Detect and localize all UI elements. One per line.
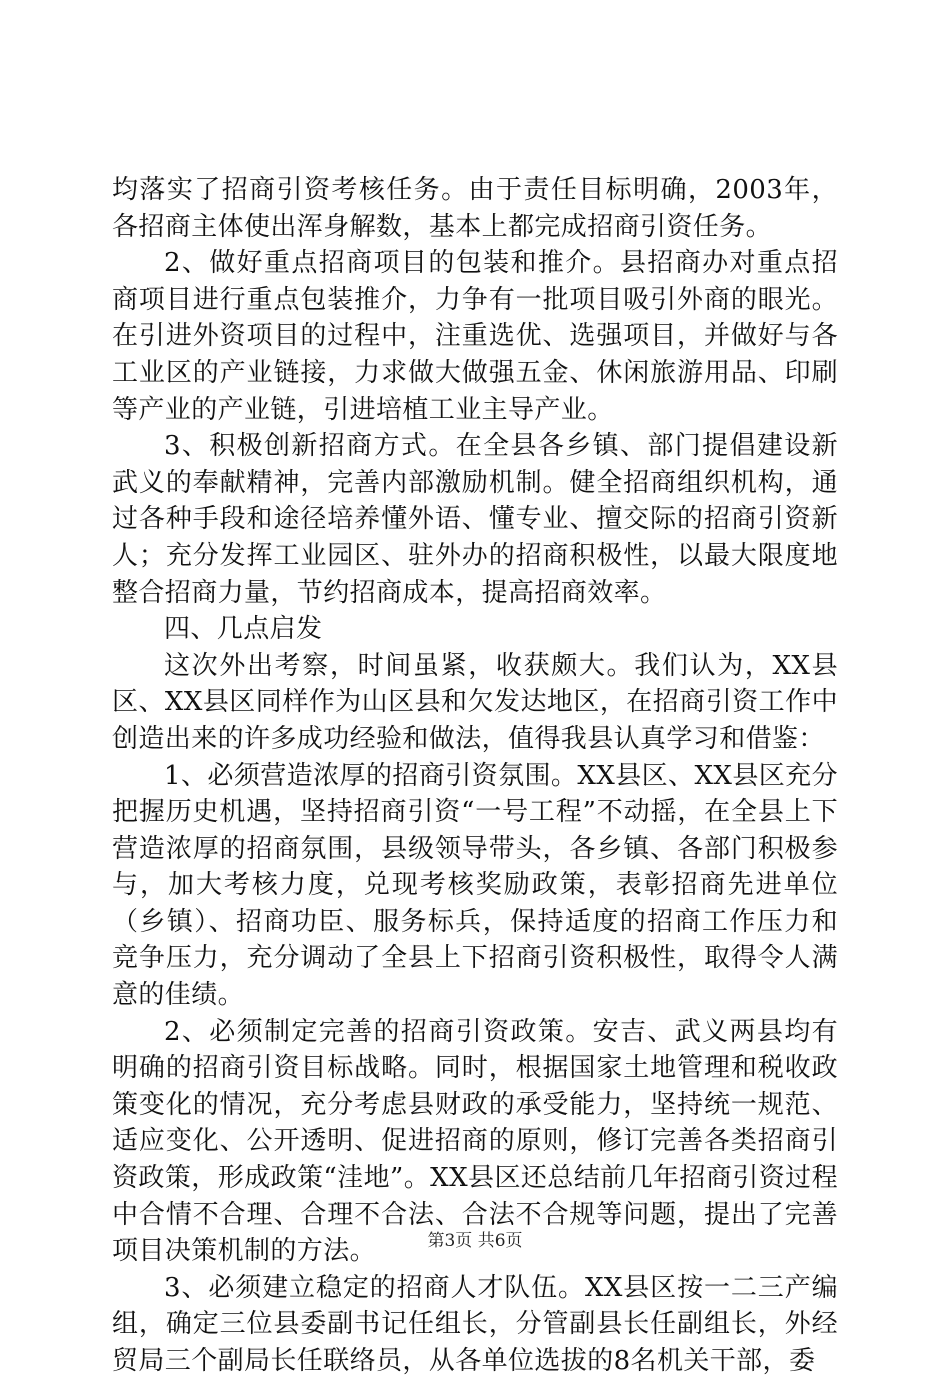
paragraph-policy: 2、必须制定完善的招商引资政策。安吉、武义两县均有明确的招商引资目标战略。同时，根据国家土地管理和税收政策变化的情况，充分考虑县财政的承受能力，坚持统一规范、适应变化、公开透明、促进招商的原则，修订完善各类招商引资政策，形成政策“洼地”。XX县区还总结前几年招商引资过程中合情不合理、合理不合法、合法不合规等问题，提出了完善项目决策机制的方法。 [112,1016,838,1267]
paragraph-continuation: 均落实了招商引资考核任务。由于责任目标明确，2003年，各招商主体使出浑身解数，基本上都完成招商引资任务。 [112,175,838,242]
paragraph-project-promotion: 2、做好重点招商项目的包装和推介。县招商办对重点招商项目进行重点包装推介，力争有一批项目吸引外商的眼光。在引进外资项目的过程中，注重选优、选强项目，并做好与各工业区的产业链接，力求做大做强五金、休闲旅游用品、印刷等产业的产业链，引进培植工业主导产业。 [112,248,838,425]
document-body [112,172,838,1380]
paragraph-atmosphere: 1、必须营造浓厚的招商引资氛围。XX县区、XX县区充分把握历史机遇，坚持招商引资“一号工程”不动摇，在全县上下营造浓厚的招商氛围，县级领导带头，各乡镇、各部门积极参与，加大考核力度，兑现考核奖励政策，表彰招商先进单位（乡镇）、招商功臣、服务标兵，保持适度的招商工作压力和竞争压力，充分调动了全县上下招商引资积极性，取得令人满意的佳绩。 [112,760,838,1011]
paragraph-talent-team: 3、必须建立稳定的招商人才队伍。XX县区按一二三产编组，确定三位县委副书记任组长，分管副县长任副组长，外经贸局三个副局长任联络员，从各单位选拔的8名机关干部，委 [112,1272,838,1376]
paragraph-intro: 这次外出考察，时间虽紧，收获颇大。我们认为，XX县区、XX县区同样作为山区县和欠发达地区，在招商引资工作中创造出来的许多成功经验和做法，值得我县认真学习和借鉴： [112,650,838,754]
section-heading: 四、几点启发 [164,614,323,645]
page-number-footer: 第3页 共6页 [427,1231,523,1251]
paragraph-innovate-methods: 3、积极创新招商方式。在全县各乡镇、部门提倡建设新武义的奉献精神，完善内部激励机制。健全招商组织机构，通过各种手段和途径培养懂外语、懂专业、擅交际的招商引资新人；充分发挥工业园区、驻外办的招商积极性，以最大限度地整合招商力量，节约招商成本，提高招商效率。 [112,431,838,608]
